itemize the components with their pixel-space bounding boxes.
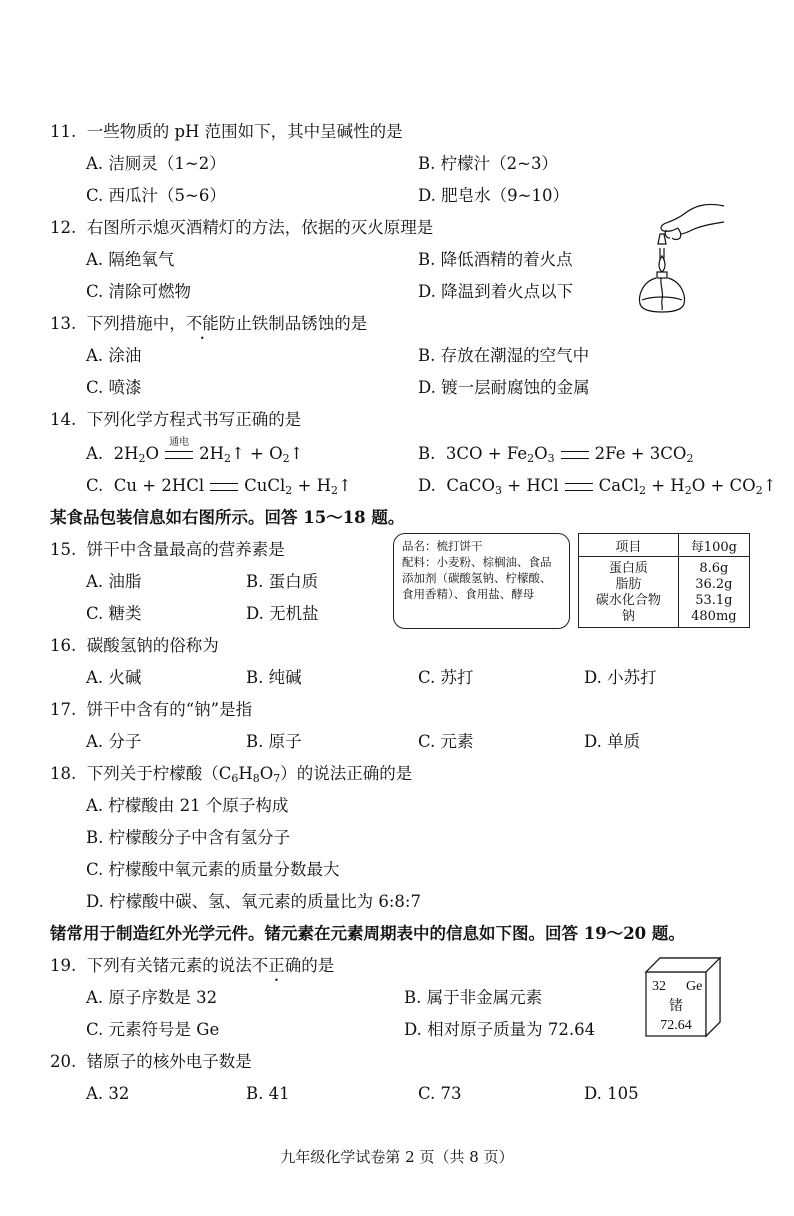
element-name: 锗 <box>669 998 683 1014</box>
q18-option-a: A. 柠檬酸由 21 个原子构成 <box>86 796 289 815</box>
q11-option-b: B. 柠檬汁（2~3） <box>418 154 558 173</box>
q19-option-c: C. 元素符号是 Ge <box>86 1020 220 1039</box>
q15-stem: 15. 饼干中含量最高的营养素是 <box>50 540 285 559</box>
q16-option-c: C. 苏打 <box>418 668 474 687</box>
q20-option-c: C. 73 <box>418 1084 462 1103</box>
table-header-row <box>579 534 750 557</box>
q13-option-a: A. 涂油 <box>86 346 142 365</box>
q19-option-d: D. 相对原子质量为 72.64 <box>404 1020 596 1039</box>
table-header-item: 项目 <box>579 534 679 557</box>
q14-option-d: D. CaCO$_3$ + HCl CaCl$_2$ + $H_2O$ + $CO_2↑$ <box>418 476 777 497</box>
section-intro-15-18: 某食品包装信息如右图所示。回答 15～18 题。 <box>50 508 405 527</box>
q14-option-b: B. $3CO + Fe_2O_3$ $2Fe + 3CO_2$ <box>418 444 694 465</box>
q13-stem: 13. 下列措施中，不能防止铁制品锈蚀的是 <box>50 314 368 333</box>
q15-option-c: C. 糖类 <box>86 604 142 623</box>
q16-option-a: A. 火碱 <box>86 668 142 687</box>
q18-stem: 18. 下列关于柠檬酸$(C_6H_8O_7)$的说法正确的是 <box>50 764 413 785</box>
q20-option-b: B. 41 <box>246 1084 290 1103</box>
q12-option-b: B. 降低酒精的着火点 <box>418 250 573 269</box>
q13-option-c: C. 喷漆 <box>86 378 142 397</box>
q16-option-d: D. 小苏打 <box>584 668 657 687</box>
nutrition-values: 8.6g 36.2g 53.1g 480mg <box>678 557 749 628</box>
q18-option-d: D. 柠檬酸中碳、氢、氧元素的质量比为 6:8:7 <box>86 892 421 911</box>
q13-option-d: D. 镀一层耐腐蚀的金属 <box>418 378 590 397</box>
element-cell-germanium <box>644 954 724 1040</box>
q17-option-b: B. 原子 <box>246 732 302 751</box>
element-atomic-number: 32 <box>652 979 666 994</box>
page-footer: 九年级化学试卷第 2 页（共 8 页） <box>280 1148 514 1166</box>
q16-stem: 16. 碳酸氢钠的俗称为 <box>50 636 219 655</box>
food-label-ingredients: 配料：小麦粉、棕榈油、食品添加剂（碳酸氢钠、柠檬酸、食用香精）、食用盐、酵母 <box>402 555 552 601</box>
q20-option-d: D. 105 <box>584 1084 639 1103</box>
q18-option-c: C. 柠檬酸中氧元素的质量分数最大 <box>86 860 340 879</box>
q20-option-a: A. 32 <box>86 1084 130 1103</box>
q12-option-a: A. 隔绝氧气 <box>86 250 175 269</box>
food-label-name: 品名：梳打饼干 <box>402 539 483 553</box>
section-intro-19-20: 锗常用于制造红外光学元件。锗元素在元素周期表中的信息如下图。回答 19～20 题。 <box>50 924 685 943</box>
q11-option-a: A. 洁厕灵（1~2） <box>86 154 226 173</box>
q14-option-a: A. $2H_2O$ 通电 $2H_2↑$ + $O_2↑$ <box>86 436 304 465</box>
q19-option-a: A. 原子序数是 32 <box>86 988 218 1007</box>
q19-stem: 19. 下列有关锗元素的说法不正确的是 <box>50 956 335 975</box>
q17-option-a: A. 分子 <box>86 732 142 751</box>
q19-emphasis: 不正确 <box>251 956 302 975</box>
element-mass: 72.64 <box>660 1018 692 1033</box>
nutrition-items: 蛋白质 脂肪 碳水化合物 钠 <box>579 557 679 628</box>
q12-option-d: D. 降温到着火点以下 <box>418 282 574 301</box>
element-symbol: Ge <box>686 979 703 994</box>
q11-stem: 11. 一些物质的 pH 范围如下，其中呈碱性的是 <box>50 122 403 141</box>
table-row <box>579 557 750 628</box>
q12-stem: 12. 右图所示熄灭酒精灯的方法，依据的灭火原理是 <box>50 218 434 237</box>
food-label <box>393 533 570 629</box>
table-header-per100g: 每100g <box>678 534 749 557</box>
alcohol-lamp-cap-illustration <box>636 200 728 316</box>
q11-option-c: C. 西瓜汁（5~6） <box>86 186 226 205</box>
q17-option-c: C. 元素 <box>418 732 474 751</box>
q13-emphasis: 不能 <box>185 314 219 333</box>
q14-stem: 14. 下列化学方程式书写正确的是 <box>50 410 302 429</box>
q15-option-a: A. 油脂 <box>86 572 142 591</box>
q18-option-b: B. 柠檬酸分子中含有氢分子 <box>86 828 291 847</box>
q13-option-b: B. 存放在潮湿的空气中 <box>418 346 590 365</box>
nutrition-table <box>578 533 750 628</box>
q17-stem: 17. 饼干中含有的“钠”是指 <box>50 700 253 719</box>
q15-option-d: D. 无机盐 <box>246 604 319 623</box>
q14-option-c: C. Cu + 2HCl CuCl$_2$ + $H_2↑$ <box>86 476 352 497</box>
q19-option-b: B. 属于非金属元素 <box>404 988 543 1007</box>
q16-option-b: B. 纯碱 <box>246 668 302 687</box>
q20-stem: 20. 锗原子的核外电子数是 <box>50 1052 252 1071</box>
q11-option-d: D. 肥皂水（9~10） <box>418 186 569 205</box>
q15-option-b: B. 蛋白质 <box>246 572 319 591</box>
q17-option-d: D. 单质 <box>584 732 641 751</box>
q12-option-c: C. 清除可燃物 <box>86 282 192 301</box>
